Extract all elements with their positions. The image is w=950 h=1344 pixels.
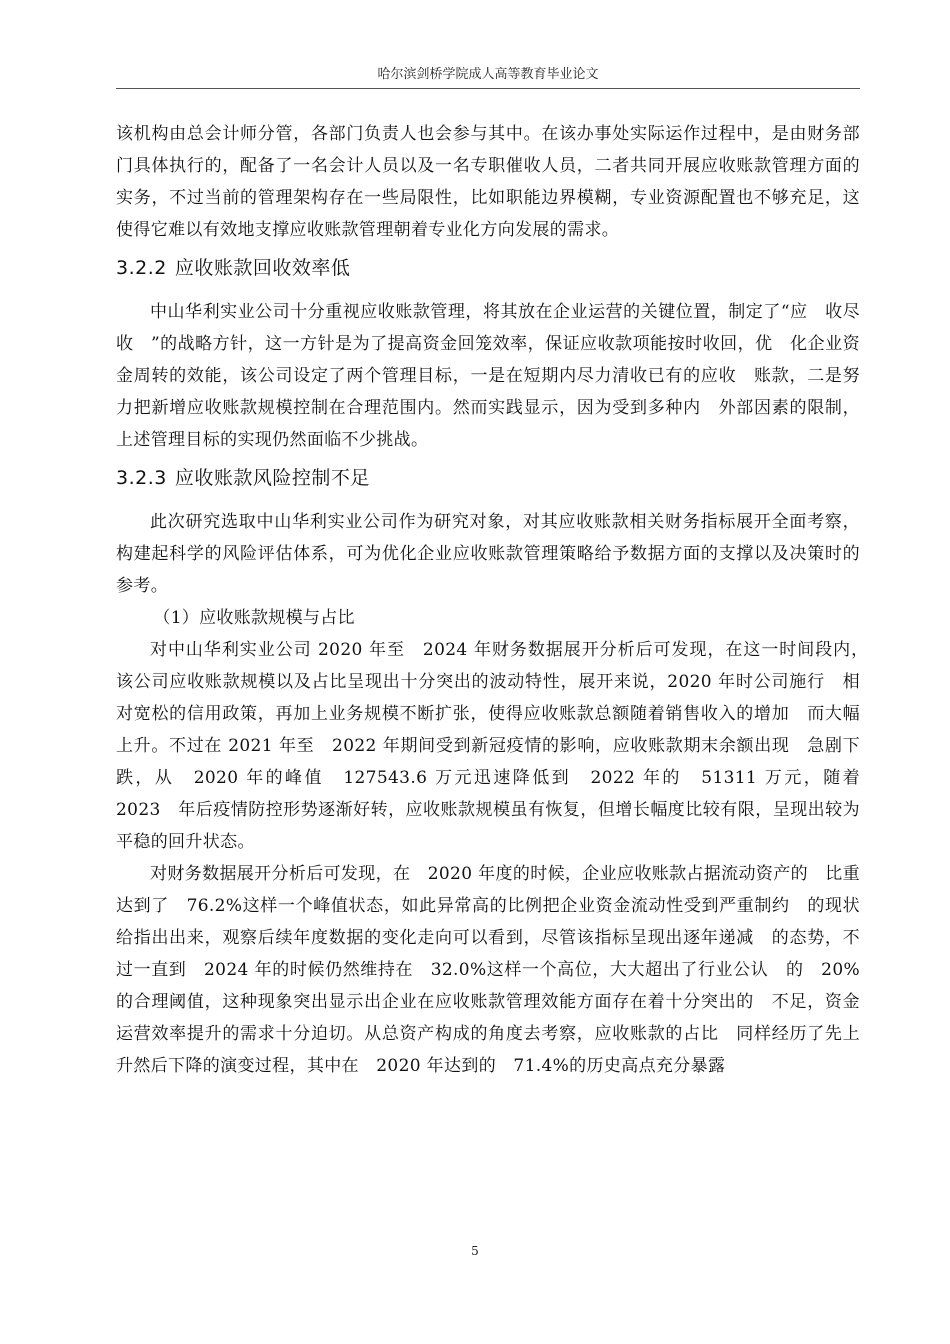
page-number: 5 bbox=[471, 1244, 479, 1258]
header-rule bbox=[116, 88, 860, 89]
section-title: 应收账款回收效率低 bbox=[174, 257, 351, 279]
paragraph-scale-analysis: 对中山华利实业公司 2020 年至 2024 年财务数据展开分析后可发现，在这一时间段内， 该公司应收账款规模以及占比呈现出十分突出的波动特性，展开来说，2020 年时公司施行 相对宽松的信用政策，再加上业务规模不断扩张，使得应收账款总额随着销售收入的增加 而大幅上升。不过在 2021 年至 2022 年期间受到新冠疫情的影响，应收账款期末余额出现 急剧下跌，从 2020 年的峰值 127543.6 万元迅速降低到 2022 年的 51311 万元，随着 2023 年后疫情防控形势逐渐好转，应收账款规模虽有恢复，但增长幅度比较有限，呈现出较为 平稳的回升状态。 bbox=[116, 640, 878, 852]
paragraph-continuation: 该机构由总会计师分管，各部门负责人也会参与其中。在该办事处实际运作过程中，是由财务部门具体执行的，配备了一名会计人员以及一名专职催收人员，二者共同开展应收账款管理方面的实务，不过当前的管理架构存在一些局限性，比如职能边界模糊，专业资源配置也不够充足，这使得它难以有效地支撑应收账款管理朝着专业化方向发展的需求。 bbox=[116, 124, 860, 240]
paragraph-collection-efficiency: 中山华利实业公司十分重视应收账款管理，将其放在企业运营的关键位置，制定了“应 收尽收 ”的战略方针，这一方针是为了提高资金回笼效率，保证应收款项能按时收回，优 化企业资金周转的效能，该公司设定了两个管理目标，一是在短期内尽力清收已有的应收 账款，二是努力把新增应收账款规模控制在合理范围内。然而实践显示，因为受到多种内 外部因素的限制，上述管理目标的实现仍然面临不少挑战。 bbox=[116, 302, 860, 450]
section-title: 应收账款风险控制不足 bbox=[174, 467, 370, 489]
paragraph-risk-control: 此次研究选取中山华利实业公司作为研究对象，对其应收账款相关财务指标展开全面考察，构建起科学的风险评估体系，可为优化企业应收账款管理策略给予数据方面的支撑以及决策时的参考。 bbox=[116, 512, 860, 596]
running-header: 哈尔滨剑桥学院成人高等教育毕业论文 bbox=[377, 67, 599, 82]
section-number: 3.2.3 bbox=[116, 467, 167, 489]
section-heading-3-2-3 bbox=[116, 456, 860, 500]
paragraph-ratio-analysis: 对财务数据展开分析后可发现，在 2020 年度的时候，企业应收账款占据流动资产的 比重达到了 76.2%这样一个峰值状态，如此异常高的比例把企业资金流动性受到严重制约 的现状给指出出来，观察后续年度数据的变化走向可以看到，尽管该指标呈现出逐年递减 的态势，不过一直到 2024 年的时候仍然维持在 32.0%这样一个高位，大大超出了行业公认 的 20%的合理阈值，这种现象突出显示出企业在应收账款管理效能方面存在着十分突出的 不足，资金运营效率提升的需求十分迫切。从总资产构成的角度去考察，应收账款的占比 同样经历了先上升然后下降的演变过程，其中在 2020 年达到的 71.4%的历史高点充分暴露 bbox=[116, 864, 860, 1076]
subheading-scale-and-ratio: （1）应收账款规模与占比 bbox=[153, 608, 355, 628]
section-number: 3.2.2 bbox=[116, 257, 167, 279]
page-body bbox=[116, 118, 878, 1082]
section-heading-3-2-2 bbox=[116, 246, 860, 290]
